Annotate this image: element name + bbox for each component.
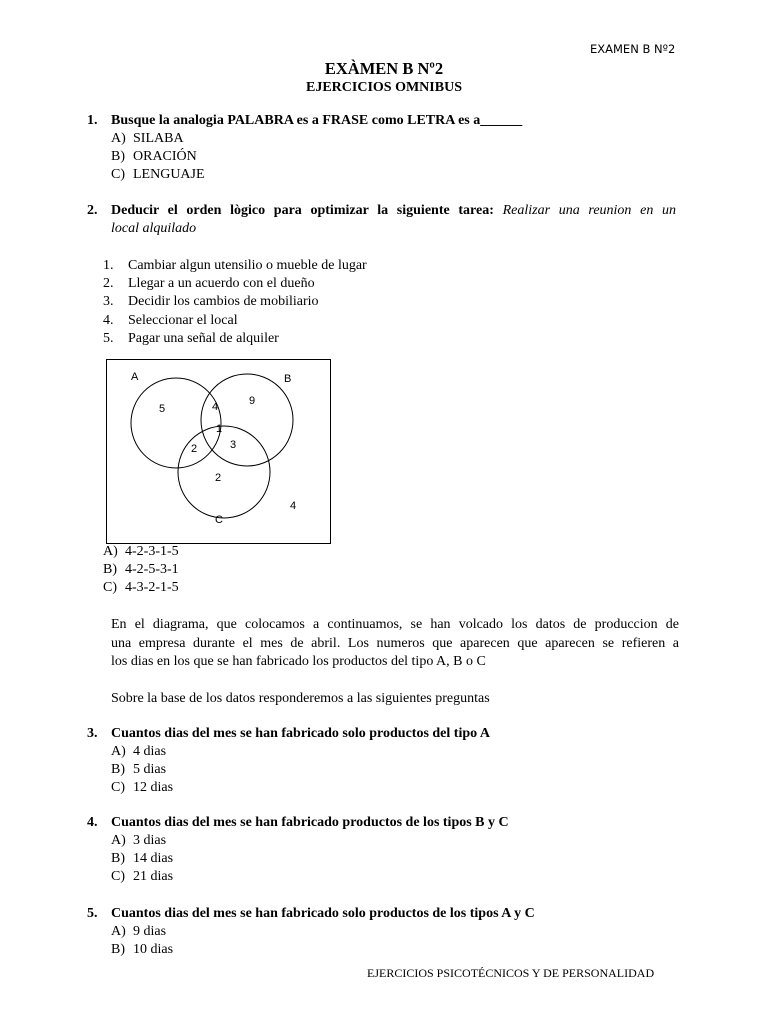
question-number: 1. xyxy=(87,113,98,128)
region-a-c: 2 xyxy=(191,443,198,455)
option-a[interactable] xyxy=(111,131,184,147)
option-b[interactable] xyxy=(111,942,173,958)
option-text: 4-2-3-1-5 xyxy=(125,544,179,559)
circle-b xyxy=(201,374,293,466)
option-label: B) xyxy=(111,149,125,164)
region-only-c: 2 xyxy=(215,472,222,484)
option-text: 9 dias xyxy=(133,924,167,939)
option-text: 3 dias xyxy=(133,833,167,848)
intro-line-4: Sobre la base de los datos responderemos a las siguientes preguntas xyxy=(111,691,490,706)
option-label: A) xyxy=(111,131,126,146)
option-a[interactable] xyxy=(111,833,166,849)
venn-diagram xyxy=(106,359,331,544)
step-text: Seleccionar el local xyxy=(128,313,238,328)
set-label-b: B xyxy=(284,373,292,385)
option-label: C) xyxy=(111,780,125,795)
step-item xyxy=(103,331,279,347)
question-text: Cuantos dias del mes se han fabricado productos de los tipos B y C xyxy=(111,815,509,830)
question-text: Cuantos dias del mes se han fabricado solo productos de los tipos A y C xyxy=(111,906,535,921)
step-item xyxy=(103,313,238,329)
option-text: 4-2-5-3-1 xyxy=(125,562,179,577)
intro-line-3: los dias en los que se han fabricado los productos del tipo A, B o C xyxy=(111,654,486,669)
option-a[interactable] xyxy=(111,744,166,760)
option-text: 5 dias xyxy=(133,762,167,777)
option-text: LENGUAJE xyxy=(133,167,205,182)
option-label: A) xyxy=(103,544,118,559)
question-text-bold: Deducir el orden lògico para optimizar la siguiente tarea: xyxy=(111,203,494,218)
intro-line-2: una empresa durante el mes de abril. Los numeros que aparecen que aparecen se refieren a xyxy=(111,636,679,651)
option-label: B) xyxy=(103,562,117,577)
step-text: Pagar una señal de alquiler xyxy=(128,331,279,346)
option-label: C) xyxy=(111,869,125,884)
page-title: EXÀMEN B Nº2 xyxy=(324,59,444,78)
region-b-c: 3 xyxy=(230,439,237,451)
option-text: 4 dias xyxy=(133,744,167,759)
step-item xyxy=(103,276,315,292)
step-item xyxy=(103,258,367,274)
question-text-continued xyxy=(111,221,196,237)
circle-a xyxy=(131,378,221,468)
set-label-c: C xyxy=(215,514,223,526)
option-b[interactable] xyxy=(103,562,179,578)
option-label: B) xyxy=(111,942,125,957)
question-text-italic: Realizar una reunion en un xyxy=(502,203,677,218)
step-number: 1. xyxy=(103,258,114,273)
circle-c xyxy=(178,426,270,518)
option-c[interactable] xyxy=(111,167,205,183)
option-label: C) xyxy=(111,167,125,182)
region-only-b: 9 xyxy=(249,395,256,407)
option-label: A) xyxy=(111,744,126,759)
question-text: Busque la analogia PALABRA es a FRASE como LETRA es a______ xyxy=(111,113,523,128)
question-number: 5. xyxy=(87,906,98,921)
step-number: 5. xyxy=(103,331,114,346)
question-number: 2. xyxy=(87,203,98,218)
question-text: Cuantos dias del mes se han fabricado solo productos del tipo A xyxy=(111,726,490,741)
question-number: 3. xyxy=(87,726,98,741)
step-item xyxy=(103,294,319,310)
intro-line-1: En el diagrama, que colocamos a continuamos, se han volcado los datos de produccion de xyxy=(111,617,679,632)
option-text: 4-3-2-1-5 xyxy=(125,580,179,595)
option-label: A) xyxy=(111,833,126,848)
option-label: B) xyxy=(111,762,125,777)
header-exam-tag: EXAMEN B Nº2 xyxy=(590,42,676,56)
option-text: 21 dias xyxy=(133,869,174,884)
option-c[interactable] xyxy=(111,780,173,796)
question-text xyxy=(111,203,676,219)
set-label-a: A xyxy=(131,371,139,383)
option-text: 14 dias xyxy=(133,851,174,866)
step-text: Cambiar algun utensilio o mueble de lugar xyxy=(128,258,367,273)
option-label: B) xyxy=(111,851,125,866)
step-text: Decidir los cambios de mobiliario xyxy=(128,294,319,309)
question-text-italic: local alquilado xyxy=(111,221,197,236)
option-a[interactable] xyxy=(103,544,179,560)
option-text: 10 dias xyxy=(133,942,174,957)
option-c[interactable] xyxy=(111,869,173,885)
option-label: A) xyxy=(111,924,126,939)
option-c[interactable] xyxy=(103,580,179,596)
option-b[interactable] xyxy=(111,762,166,778)
option-b[interactable] xyxy=(111,851,173,867)
step-number: 2. xyxy=(103,276,114,291)
region-a-b: 4 xyxy=(212,401,219,413)
option-label: C) xyxy=(103,580,117,595)
question-number: 4. xyxy=(87,815,98,830)
page-subtitle: EJERCICIOS OMNIBUS xyxy=(306,80,462,95)
step-number: 4. xyxy=(103,313,114,328)
option-text: 12 dias xyxy=(133,780,174,795)
venn-svg xyxy=(107,360,330,543)
region-only-a: 5 xyxy=(159,403,166,415)
option-b[interactable] xyxy=(111,149,197,165)
option-text: SILABA xyxy=(133,131,184,146)
option-text: ORACIÓN xyxy=(133,149,197,164)
step-text: Llegar a un acuerdo con el dueño xyxy=(128,276,315,291)
region-a-b-c: 1 xyxy=(216,423,223,435)
page-footer: EJERCICIOS PSICOTÉCNICOS Y DE PERSONALIDAD xyxy=(367,966,655,980)
step-number: 3. xyxy=(103,294,114,309)
region-outside: 4 xyxy=(290,500,297,512)
option-a[interactable] xyxy=(111,924,166,940)
